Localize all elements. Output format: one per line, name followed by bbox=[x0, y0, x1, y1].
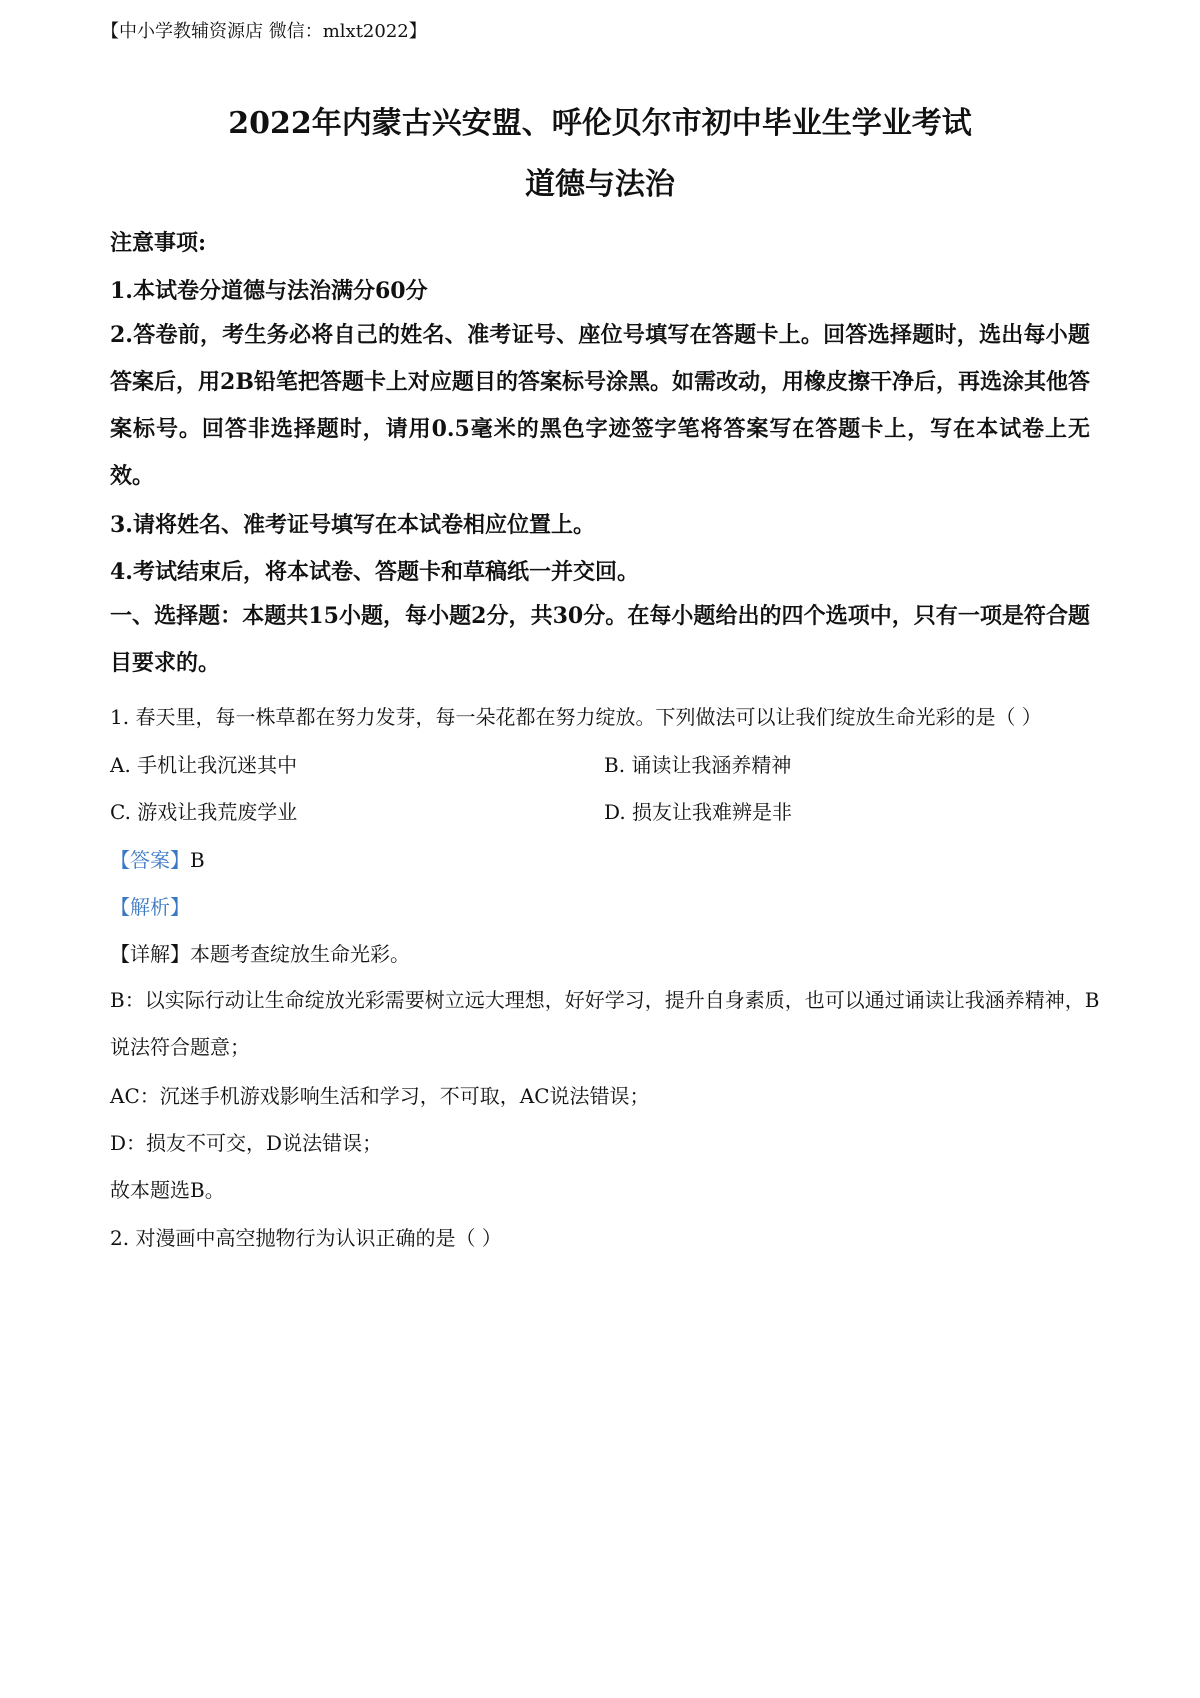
explanation-b: B：以实际行动让生命绽放光彩需要树立远大理想，好好学习，提升自身素质，也可以通过诵读让我涵养精神，B说法符合题意； bbox=[110, 988, 1100, 1059]
explanation-d: D：损友不可交，D说法错误； bbox=[110, 1131, 383, 1155]
detail-text: 本题考查绽放生命光彩。 bbox=[190, 942, 410, 966]
question-2-stem: 2. 对漫画中高空抛物行为认识正确的是（ ） bbox=[110, 1226, 502, 1250]
option-b: B. 诵读让我涵养精神 bbox=[604, 753, 792, 777]
notice-heading: 注意事项: bbox=[110, 230, 207, 256]
answer-label: 【答案】 bbox=[110, 848, 190, 872]
notice-item-4: 4.考试结束后，将本试卷、答题卡和草稿纸一并交回。 bbox=[110, 559, 639, 585]
watermark-text: 【中小学教辅资源店 微信：mlxt2022】 bbox=[101, 21, 427, 42]
notice-item-3: 3.请将姓名、准考证号填写在本试卷相应位置上。 bbox=[110, 512, 595, 538]
conclusion: 故本题选B。 bbox=[110, 1178, 225, 1202]
answer-value: B bbox=[190, 848, 205, 872]
analysis-label: 【解析】 bbox=[110, 895, 190, 919]
answer-line bbox=[110, 846, 205, 874]
detail-label: 【详解】 bbox=[110, 942, 190, 966]
explanation-ac: AC：沉迷手机游戏影响生活和学习，不可取，AC说法错误； bbox=[110, 1084, 650, 1108]
subject-title: 道德与法治 bbox=[525, 167, 675, 202]
notice-item-2: 2.答卷前，考生务必将自己的姓名、准考证号、座位号填写在答题卡上。回答选择题时，选出每小题答案后，用2B铅笔把答题卡上对应题目的答案标号涂黑。如需改动，用橡皮擦干净后，再选涂其他答案标号。回答非选择题时，请用0.5毫米的黑色字迹签字笔将答案写在答题卡上，写在本试卷上无效。 bbox=[110, 322, 1090, 489]
option-c: C. 游戏让我荒废学业 bbox=[110, 800, 298, 824]
notice-item-1: 1.本试卷分道德与法治满分60分 bbox=[110, 278, 428, 304]
detail-line bbox=[110, 940, 410, 968]
option-a: A. 手机让我沉迷其中 bbox=[110, 753, 298, 777]
option-d: D. 损友让我难辨是非 bbox=[604, 800, 793, 824]
question-1-stem: 1. 春天里，每一株草都在努力发芽，每一朵花都在努力绽放。下列做法可以让我们绽放生命光彩的是（ ） bbox=[110, 705, 1042, 729]
exam-title: 2022年内蒙古兴安盟、呼伦贝尔市初中毕业生学业考试 bbox=[228, 106, 972, 141]
section-heading: 一、选择题：本题共15小题，每小题2分，共30分。在每小题给出的四个选项中，只有一项是符合题目要求的。 bbox=[110, 603, 1090, 676]
